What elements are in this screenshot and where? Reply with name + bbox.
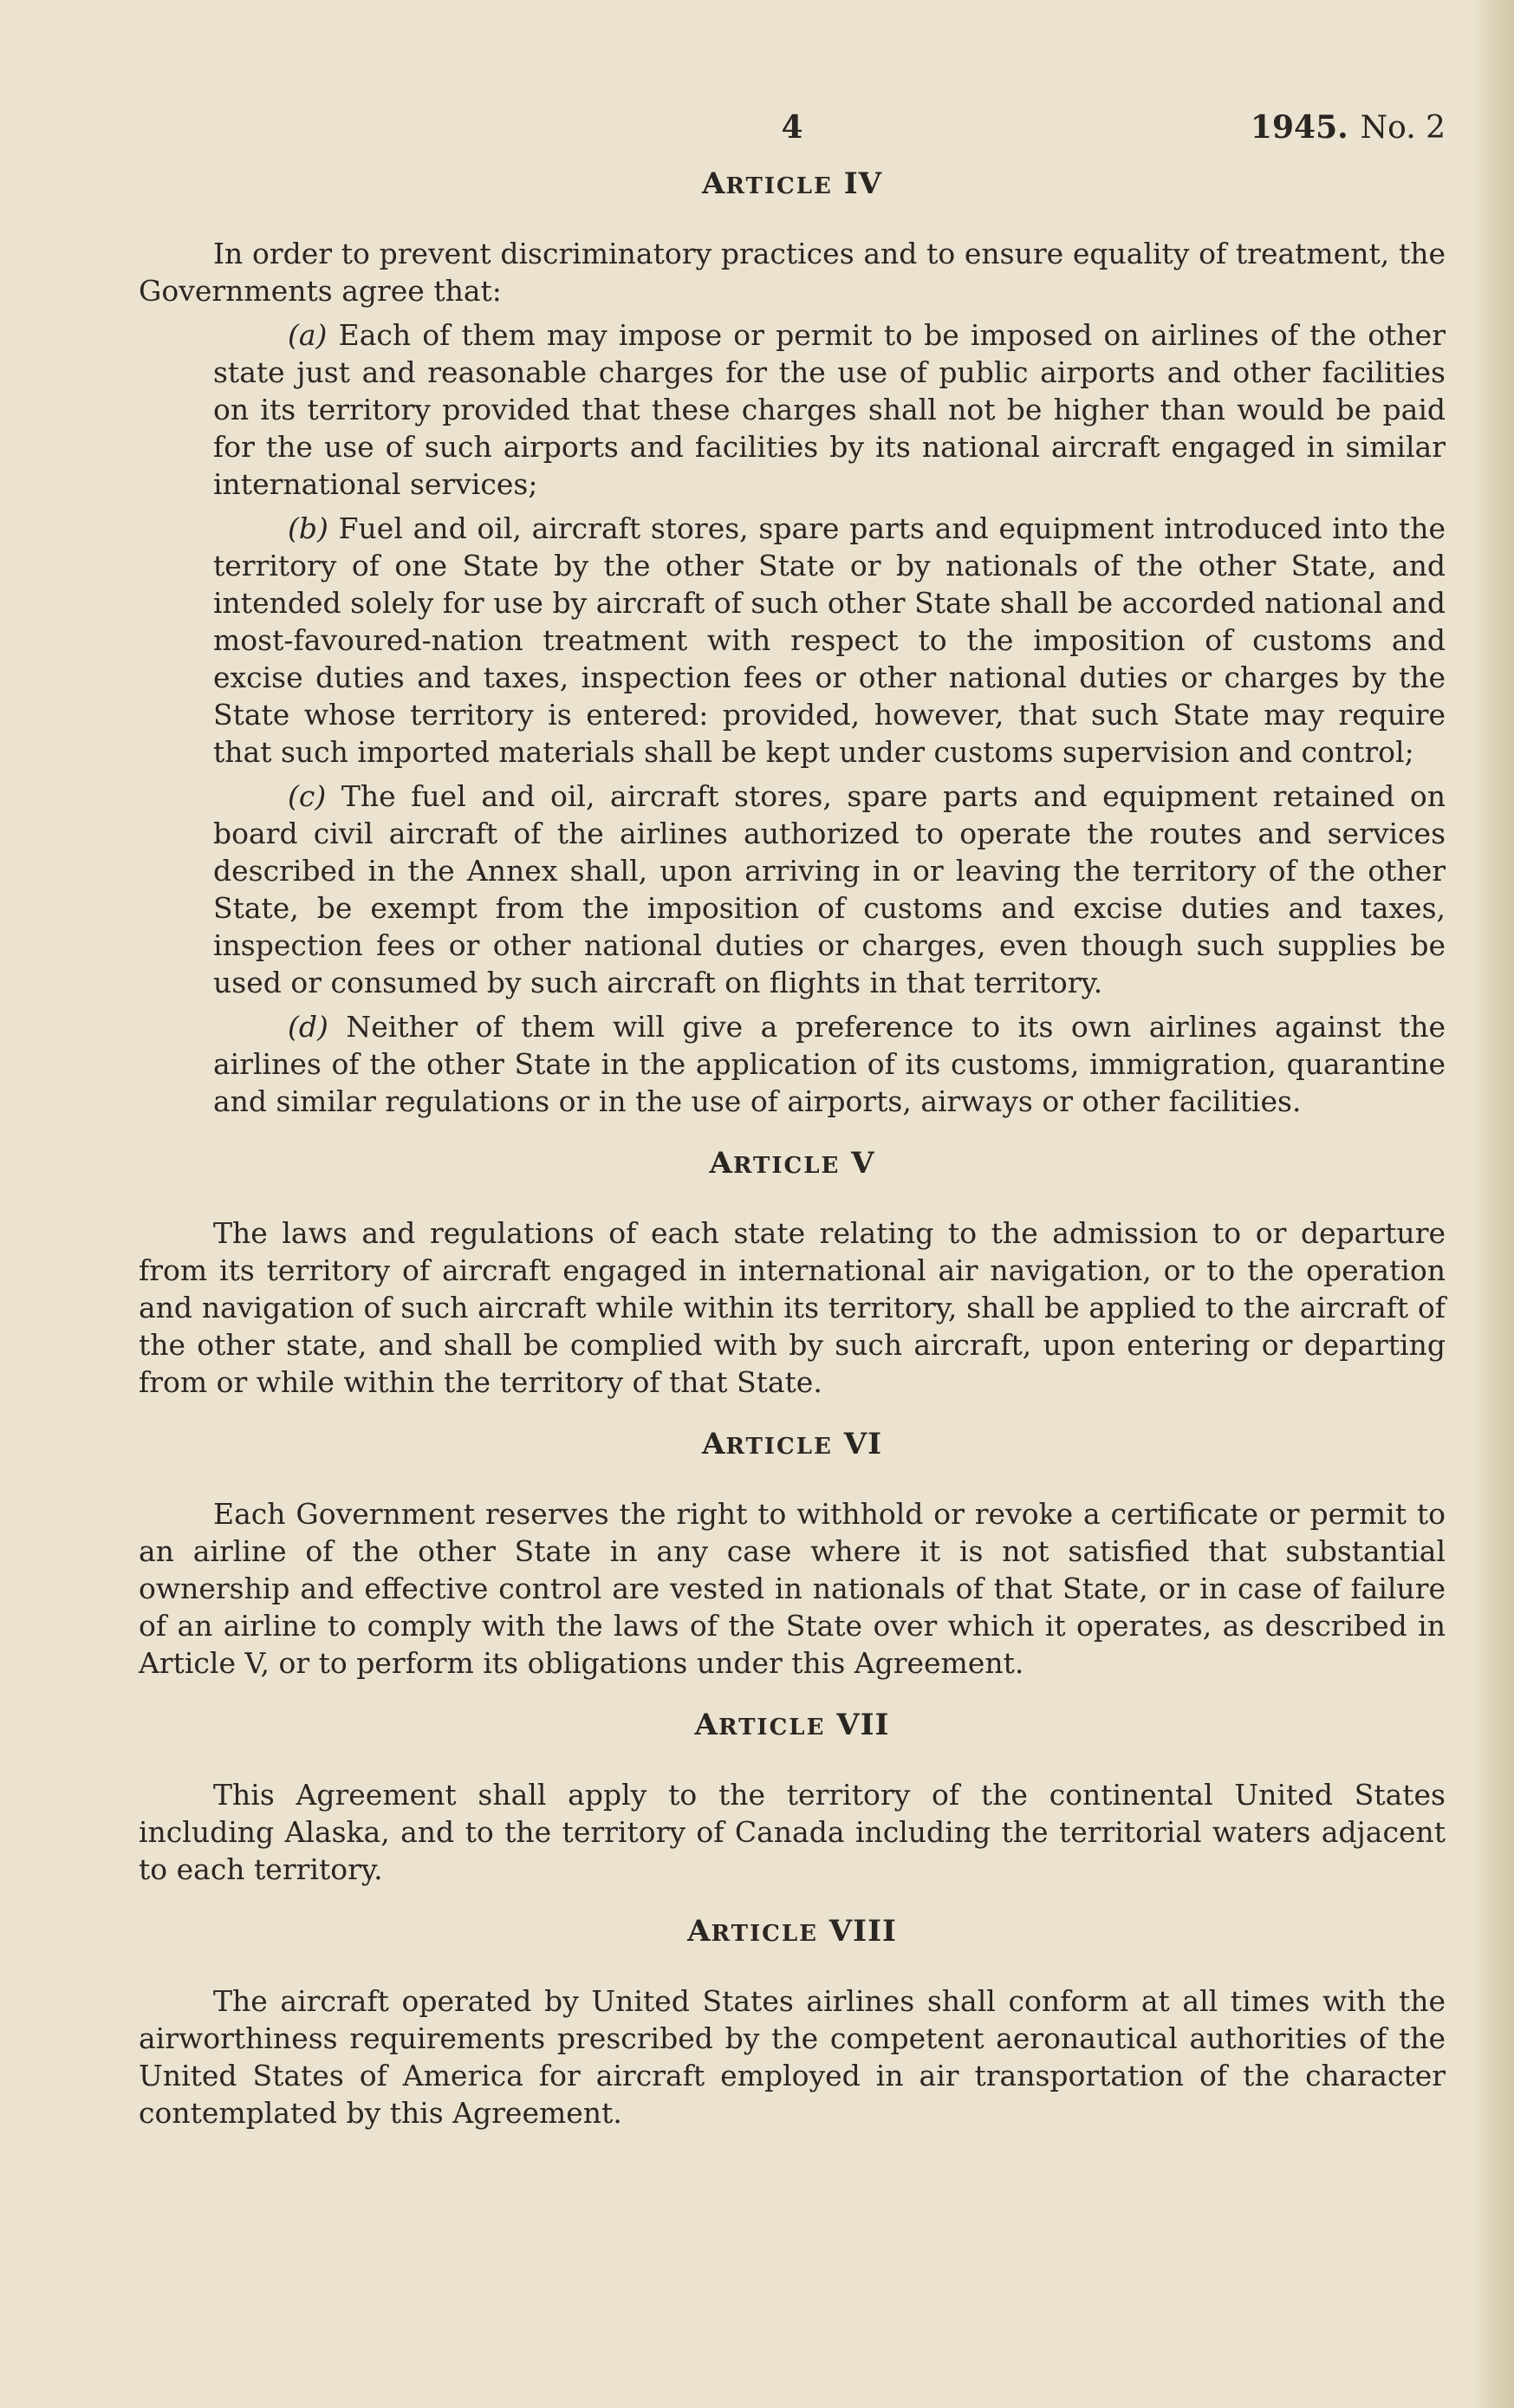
article-heading: ARTICLE VI bbox=[702, 1427, 882, 1461]
clause-c: (c) The fuel and oil, aircraft stores, spare parts and equipment retained on board civil aircraft of the airlines authorized to operate the routes and services described in the Annex shall, upon arriving in or leaving the territory of the other State, be exempt from the imposition of customs and excise duties and taxes, inspection fees or other national duties or charges, even though such supplies be used or consumed by such aircraft on flights in that territory. bbox=[213, 779, 1446, 999]
page-edge-shadow bbox=[1472, 0, 1514, 2408]
article-vi bbox=[139, 1425, 1446, 1682]
document-page bbox=[139, 104, 1446, 2156]
article-v-text: The laws and regulations of each state relating to the admission to or departure from its territory of aircraft engaged in international air navigation, or to the operation and navigation of such aircraft while within its territory, shall be applied to the aircraft of the other state, and shall be complied with by such aircraft, upon entering or departing from or while within the territory of that State. bbox=[139, 1216, 1446, 1399]
article-heading: ARTICLE VII bbox=[694, 1708, 890, 1742]
article-viii-text: The aircraft operated by United States airlines shall conform at all times with the airworthiness requirements prescribed by the competent aeronautical authorities of the United States of America for aircraft employed in air transportation of the character contemplated by this Agreement. bbox=[139, 1984, 1446, 2130]
publication-issue: No. 2 bbox=[1360, 110, 1446, 146]
page-header bbox=[139, 104, 1446, 165]
article-heading: ARTICLE VIII bbox=[687, 1914, 897, 1949]
clause-d: (d) Neither of them will give a preference to its own airlines against the airlines of the other State in the application of its customs, immigration, quarantine and similar regulations or in the use of airports, airways or other facilities. bbox=[213, 1010, 1446, 1118]
publication-reference bbox=[1251, 109, 1446, 146]
page-number: 4 bbox=[781, 109, 803, 146]
article-vii bbox=[139, 1706, 1446, 1888]
clause-b: (b) Fuel and oil, aircraft stores, spare parts and equipment introduced into the territory of one State by the other State or by nationals of the other State, and intended solely for use by aircraft of such other State shall be accorded national and most-favoured-nation treatment with respect to the imposition of customs and excise duties and taxes, inspection fees or other national duties or charges by the State whose territory is entered: provided, however, that such State may require that such imported materials shall be kept under customs supervision and control; bbox=[213, 511, 1446, 769]
article-heading: ARTICLE V bbox=[709, 1146, 875, 1181]
article-vi-text: Each Government reserves the right to withhold or revoke a certificate or permit to an airline of the other State in any case where it is not satisfied that substantial ownership and effective control are vested in nationals of that State, or in case of failure of an airline to comply with the laws of the State over which it operates, as described in Article V, or to perform its obligations under this Agreement. bbox=[139, 1497, 1446, 1680]
article-v bbox=[139, 1144, 1446, 1401]
article-heading: ARTICLE IV bbox=[702, 166, 882, 201]
article-viii bbox=[139, 1912, 1446, 2131]
article-iv bbox=[139, 165, 1446, 1120]
clause-a: (a) Each of them may impose or permit to be imposed on airlines of the other state just and reasonable charges for the use of public airports and other facilities on its territory provided that these charges shall not be higher than would be paid for the use of such airports and facilities by its national aircraft engaged in similar international services; bbox=[213, 318, 1446, 501]
article-vii-text: This Agreement shall apply to the territory of the continental United States including Alaska, and to the territory of Canada including the territorial waters adjacent to each territory. bbox=[139, 1778, 1446, 1886]
publication-year: 1945. bbox=[1250, 109, 1348, 146]
article-iv-intro: In order to prevent discriminatory practices and to ensure equality of treatment, the Governments agree that: bbox=[139, 237, 1446, 308]
